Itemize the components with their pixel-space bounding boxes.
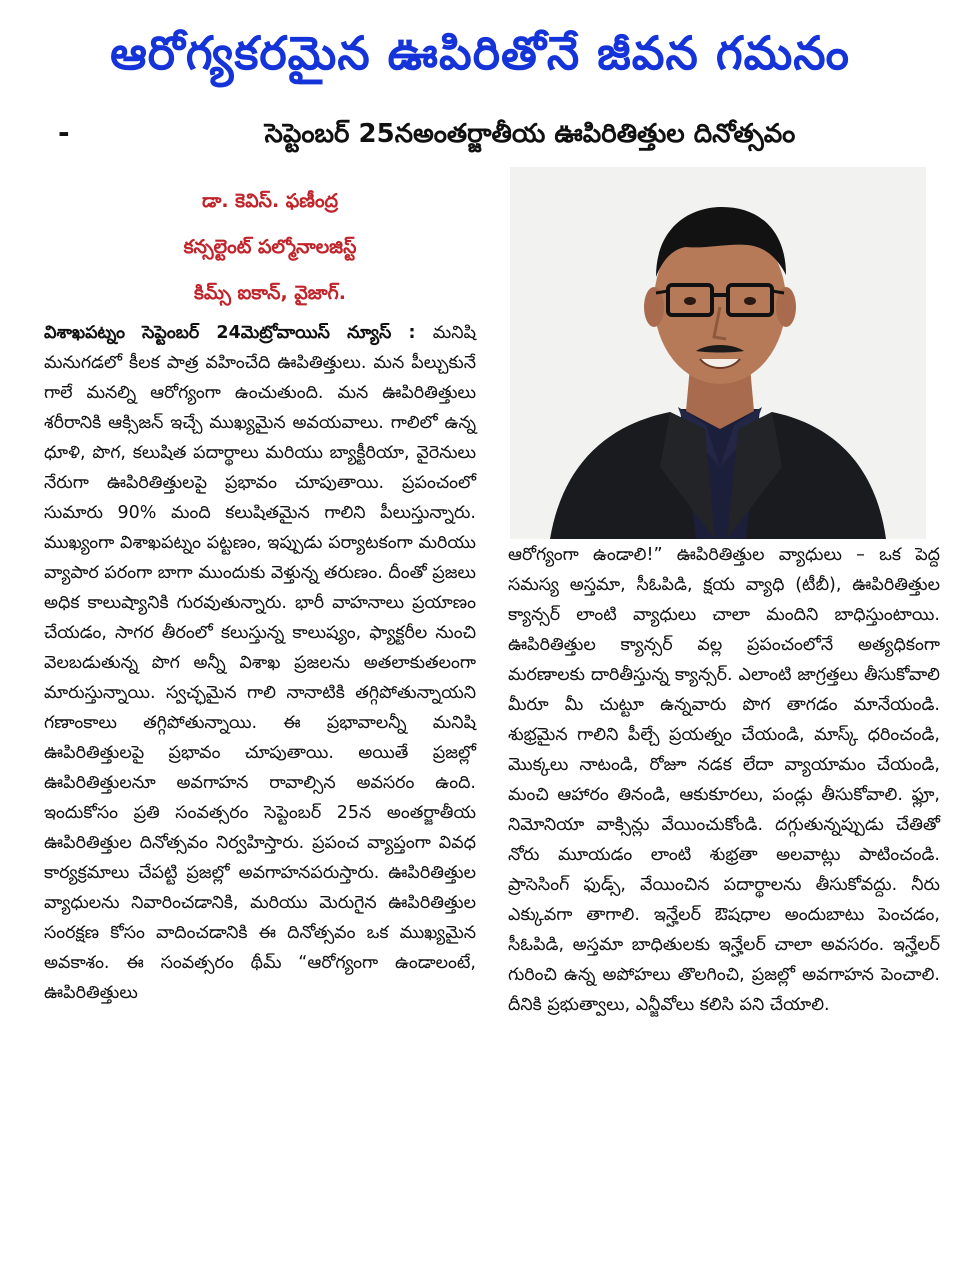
byline	[120, 178, 420, 316]
author-name: డా. కెవిస్. ఫణీంద్ర	[201, 190, 339, 212]
article-dateline: విశాఖపట్నం సెప్టెంబర్ 24మెట్రోవాయిస్ న్యూస్ :	[44, 323, 433, 343]
author-organization: కిమ్స్ ఐకాన్, వైజాగ్.	[194, 282, 346, 304]
article-left-body: మనిషి మనుగడలో కీలక పాత్ర వహించేది ఊపితిత్తులు. మన పీల్చుకునే గాలే మనల్ని ఆరోగ్యంగా ఉంచుతుంది. మన ఊపిరితిత్తులు శరీరానికి ఆక్సిజన్ ఇచ్చే ముఖ్యమైన అవయవాలు. గాలిలో ఉన్న ధూళి, పొగ, కలుషిత పదార్థాలు మరియు బ్యాక్టీరియా, వైరెనులు నేరుగా ఊపిరితిత్తులపై ప్రభావం చూపుతాయి. ప్రపంచంలో సుమారు 90% మంది కలుషితమైన గాలిని పీలుస్తున్నారు. ముఖ్యంగా విశాఖపట్నం పట్టణం, ఇప్పుడు పర్యాటకంగా మరియు వ్యాపార పరంగా బాగా ముందుకు వెళ్తున్న తరుణం. దీంతో ప్రజలు అధిక కాలుష్యానికి గురవుతున్నారు. భారీ వాహనాలు ప్రయాణం చేయడం, సాగర తీరంలో కలుస్తున్న కాలుష్యం, ఫ్యాక్టరీల నుంచి వెలబడుతున్న పొగ అన్నీ విశాఖ ప్రజలను అతలాకుతలంగా మారుస్తున్నాయి. స్వచ్ఛమైన గాలి నానాటికి తగ్గిపోతున్నాయని గణాంకాలు తగ్గిపోతున్నాయి. ఈ ప్రభావాలన్నీ మనిషి ఊపిరితిత్తులపై ప్రభావం చూపుతాయి. అయితే ప్రజల్లో ఊపిరితిత్తులనూ అవగాహన రావాల్సిన అవసరం ఉంది. ఇందుకోసం ప్రతి సంవత్సరం సెప్టెంబర్ 25న అంతర్జాతీయ ఊపిరితిత్తుల దినోత్సవం నిర్వహిస్తారు. ప్రపంచ వ్యాప్తంగా వివధ కార్యక్రమాలు చేపట్టి ప్రజల్లో అవగాహనపరుస్తారు. ఊపిరితిత్తుల వ్యాధులను నివారించడానికి, మరియు మెరుగైన ఊపిరితిత్తుల సంరక్షణ కోసం వాదించడానికి ఈ దినోత్సవం ఒక ముఖ్యమైన అవకాశం. ఈ సంవత్సరం థీమ్ “ఆరోగ్యంగా ఉండాలంటే, ఊపిరితిత్తులు	[44, 323, 476, 1003]
portrait-photo-icon	[510, 167, 926, 539]
subhead: సెప్టెంబర్ 25నఅంతర్జాతీయ ఊపిరితిత్తుల దినోత్సవం	[264, 119, 796, 149]
headline: ఆరోగ్యకరమైన ఊపిరితోనే జీవన గమనం	[110, 26, 850, 80]
subhead-dash: -	[58, 116, 70, 149]
author-portrait-photo	[510, 167, 926, 539]
article-left-column	[44, 318, 476, 1008]
article-right-body: ఆరోగ్యంగా ఉండాలి!” ఊపిరితిత్తుల వ్యాధులు – ఒక పెద్ద సమస్య అస్తమా, సీఓపిడి, క్షయ వ్యాధి (టీబీ), ఊపిరితిత్తుల క్యాన్సర్ లాంటి వ్యాధులు చాలా మందిని బాధిస్తుంటాయి. ఊపిరితిత్తుల క్యాన్సర్ వల్ల ప్రపంచంలోనే అత్యధికంగా మరణాలకు దారితీస్తున్న క్యాన్సర్. ఎలాంటి జాగ్రత్తలు తీసుకోవాలి మీరూ మీ చుట్టూ ఉన్నవారు పొగ తాగడం మానేయండి. శుభ్రమైన గాలిని పీల్చే ప్రయత్నం చేయండి, మాస్క్ ధరించండి, మొక్కలు నాటండి, రోజూ నడక లేదా వ్యాయామం చేయండి, మంచి ఆహారం తినండి, ఆకుకూరలు, పండ్లు తీసుకోవాలి. ఫ్లూ, నిమోనియా వాక్సిన్లు వేయించుకోండి. దగ్గుతున్నప్పుడు చేతితో నోరు మూయడం లాంటి శుభ్రతా అలవాట్లు పాటించండి. ప్రాసెసింగ్ ఫుడ్స్, వేయించిన పదార్థాలను తీసుకోవద్దు. నీరు ఎక్కువగా తాగాలి. ఇన్హేలర్ ఔషధాల అందుబాటు పెంచడం, సీఓపిడి, అస్తమా బాధితులకు ఇన్హేలర్ చాలా అవసరం. ఇన్హేలర్ గురించి ఉన్న అపోహలు తొలగించి, ప్రజల్లో అవగాహన పెంచాలి. దీనికి ప్రభుత్వాలు, ఎన్జీవోలు కలిసి పని చేయాలి.	[508, 545, 940, 1015]
article-right-column	[508, 540, 940, 1020]
author-role: కన్సల్టెంట్ పల్మోనాలజిస్ట్	[183, 236, 357, 258]
